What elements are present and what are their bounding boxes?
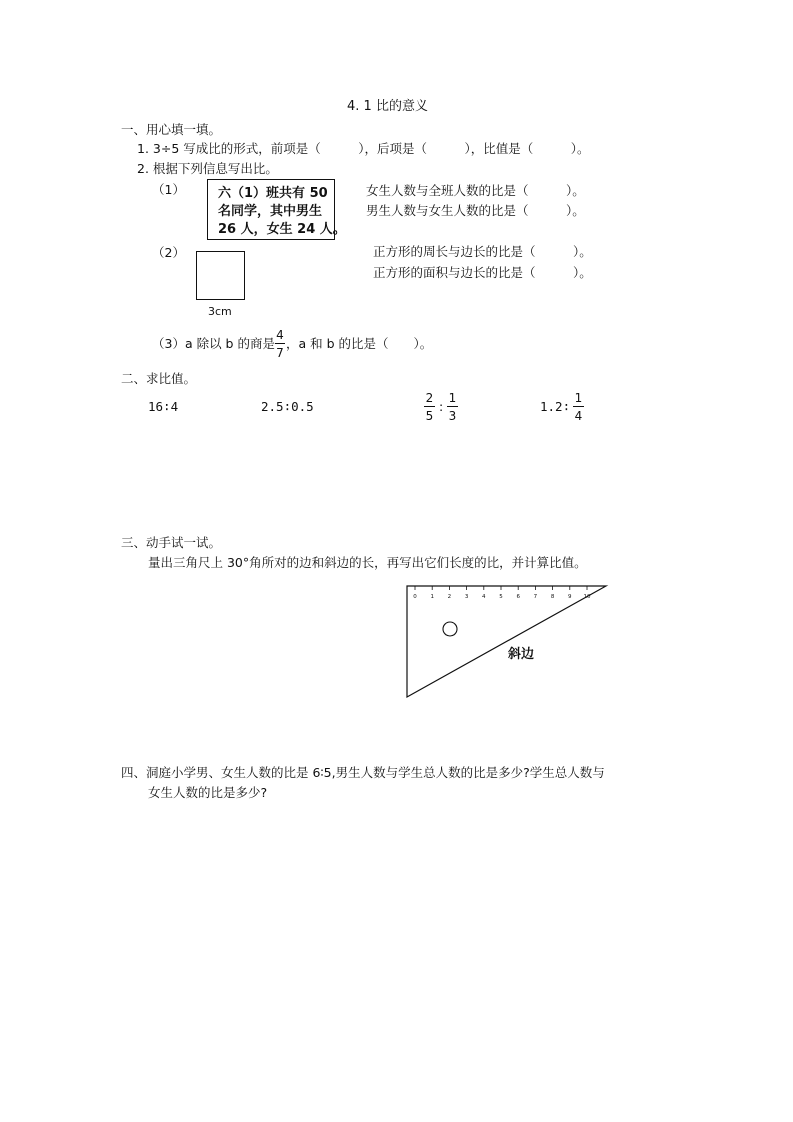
ruler-tick-label: 9: [568, 594, 572, 600]
ratio-item-4-prefix: 1.2∶: [540, 399, 571, 414]
ruler-tick-label: 8: [550, 594, 555, 600]
ratio-item-3-right-fraction: [447, 392, 458, 422]
ratio-item-3-colon: :: [439, 399, 444, 414]
ruler-tick-label: 5: [499, 594, 503, 600]
ruler-hole: [443, 622, 457, 636]
triangle-ruler-figure: [400, 580, 615, 705]
ruler-tick-label: 7: [533, 594, 538, 600]
section-3-heading: 三、动手试一试。: [121, 535, 222, 550]
section-1-heading: 一、用心填一填。: [121, 122, 222, 137]
ruler-tick-label: 0: [413, 594, 417, 600]
fraction-denominator: 3: [448, 409, 457, 423]
section-3-instruction: 量出三角尺上 30°角所对的边和斜边的长，再写出它们长度的比，并计算比值。: [148, 555, 587, 570]
sub-question-2-label: （2）: [152, 245, 185, 260]
question-1-1: 1. 3÷5 写成比的形式，前项是（ ），后项是（ ），比值是（ ）。: [137, 141, 590, 156]
info-box-line: 26 人，女生 24 人。: [218, 222, 346, 237]
fraction-numerator: 4: [276, 328, 284, 342]
fraction-bar: [573, 406, 584, 407]
fraction-denominator: 7: [276, 346, 284, 360]
fraction-numerator: 1: [448, 391, 457, 405]
fraction-denominator: 4: [574, 409, 583, 423]
fraction-bar: [424, 406, 435, 407]
fraction-4-7: [275, 329, 285, 359]
ruler-tick-label: 3: [464, 594, 469, 600]
ratio-item-2: 2.5∶0.5: [261, 399, 314, 414]
ratio-item-3-left-fraction: [424, 392, 435, 422]
triangle-ruler-outline: [407, 586, 606, 697]
ruler-tick-label: 1: [430, 594, 434, 600]
blank-boys-to-girls: 男生人数与女生人数的比是（ ）。: [366, 203, 585, 218]
ruler-tick-label: 2: [447, 594, 452, 600]
ruler-tick-label: 4: [482, 594, 486, 600]
info-box: [207, 179, 346, 240]
fraction-bar: [275, 343, 285, 344]
sub-question-1-label: （1）: [152, 182, 185, 197]
fraction-bar: [447, 406, 458, 407]
section-4-line-1: 四、洞庭小学男、女生人数的比是 6∶5,男生人数与学生总人数的比是多少?学生总人数与: [121, 765, 605, 780]
ratio-item-4-fraction: [573, 392, 584, 422]
sub-question-3-suffix: ，a 和 b 的比是（ ）。: [286, 336, 433, 351]
info-box-line: 六（1）班共有 50: [218, 186, 328, 201]
question-1-2: 2. 根据下列信息写出比。: [137, 161, 278, 176]
sub-question-3-prefix: （3）a 除以 b 的商是: [152, 336, 275, 351]
hypotenuse-label: 斜边: [508, 647, 535, 662]
ruler-tick-label: 10: [583, 594, 591, 600]
section-4-line-2: 女生人数的比是多少?: [148, 785, 268, 800]
fraction-numerator: 1: [574, 391, 583, 405]
square-figure: [196, 251, 245, 300]
fraction-denominator: 5: [425, 409, 434, 423]
section-2-heading: 二、求比值。: [121, 371, 197, 386]
ratio-item-1: 16∶4: [148, 399, 179, 414]
square-side-label: 3cm: [208, 305, 232, 318]
ruler-tick-label: 6: [516, 594, 520, 600]
blank-girls-to-class: 女生人数与全班人数的比是（ ）。: [366, 183, 585, 198]
blank-area-to-side: 正方形的面积与边长的比是（ ）。: [373, 265, 592, 280]
blank-perimeter-to-side: 正方形的周长与边长的比是（ ）。: [373, 244, 592, 259]
info-box-line: 名同学，其中男生: [218, 204, 323, 219]
page-title: 4. 1 比的意义: [347, 99, 428, 114]
ruler-ticks: [413, 586, 591, 600]
fraction-numerator: 2: [425, 391, 434, 405]
